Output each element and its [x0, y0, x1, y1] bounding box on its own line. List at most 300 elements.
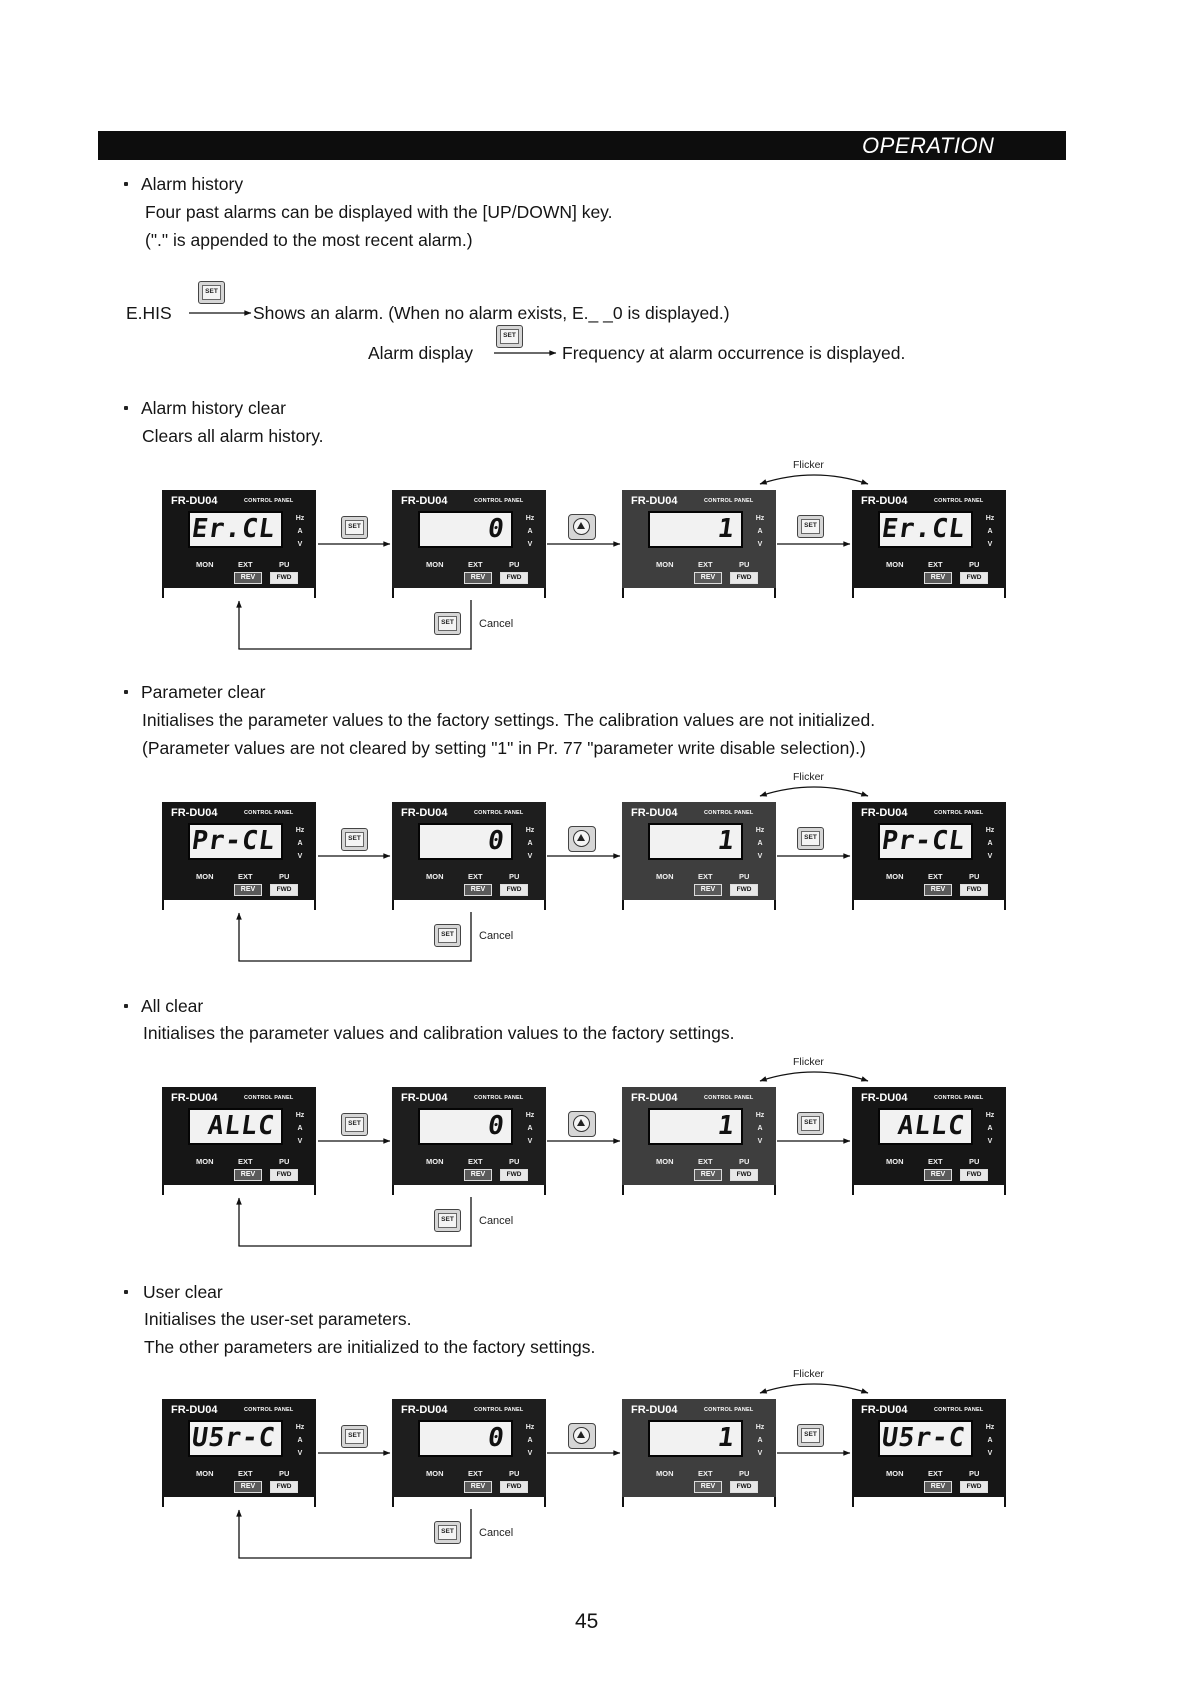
- mode-ext-label: EXT: [928, 560, 943, 569]
- mode-mon-label: MON: [656, 560, 674, 569]
- panel-stand: [162, 1497, 316, 1507]
- panel-model-label: FR-DU04: [631, 1092, 678, 1104]
- lcd-readout: U5r-C: [189, 1423, 278, 1453]
- mode-ext-label: EXT: [468, 1469, 483, 1478]
- alarm-history-clear-diagram: [0, 450, 1196, 655]
- fwd-key: FWD: [500, 572, 528, 584]
- set-key-label: SET: [801, 1428, 820, 1443]
- section-heading: All clear: [141, 996, 204, 1016]
- lcd-readout: 0: [486, 1111, 508, 1141]
- mode-pu-label: PU: [969, 1469, 980, 1478]
- panel-brand-label: CONTROL PANEL: [474, 1407, 524, 1413]
- unit-hz-indicator: Hz: [985, 515, 995, 522]
- unit-v-indicator: V: [527, 853, 533, 860]
- panel-body: [622, 802, 776, 900]
- unit-v-indicator: V: [757, 1450, 763, 1457]
- lcd-readout: 0: [486, 1423, 508, 1453]
- mode-mon-label: MON: [886, 1157, 904, 1166]
- unit-v-indicator: V: [757, 853, 763, 860]
- mode-pu-label: PU: [279, 560, 290, 569]
- set-key-label: SET: [345, 832, 364, 847]
- bullet: [124, 182, 128, 186]
- unit-hz-indicator: Hz: [525, 827, 535, 834]
- page-number: 45: [575, 1610, 599, 1633]
- operation-panel-1: [162, 802, 316, 910]
- up-key-circle: [573, 1115, 590, 1132]
- rev-key: REV: [234, 1481, 262, 1493]
- parameter-clear-diagram: [0, 762, 1196, 967]
- lcd-display: [648, 511, 743, 548]
- set-key-label: SET: [801, 1116, 820, 1131]
- up-triangle-icon: [577, 1431, 585, 1438]
- unit-v-indicator: V: [297, 1138, 303, 1145]
- lcd-display: [878, 823, 973, 860]
- set-key-icon: [434, 1521, 461, 1544]
- mode-pu-label: PU: [509, 1469, 520, 1478]
- fwd-key: FWD: [270, 884, 298, 896]
- flicker-label: Flicker: [793, 459, 824, 471]
- panel-model-label: FR-DU04: [401, 807, 448, 819]
- mode-pu-label: PU: [509, 872, 520, 881]
- panel-model-label: FR-DU04: [401, 1404, 448, 1416]
- rev-key: REV: [924, 1169, 952, 1181]
- mode-mon-label: MON: [426, 1469, 444, 1478]
- panel-stand: [392, 588, 546, 598]
- rev-key: REV: [694, 1169, 722, 1181]
- mode-ext-label: EXT: [238, 872, 253, 881]
- mode-ext-label: EXT: [928, 1469, 943, 1478]
- mode-ext-label: EXT: [468, 1157, 483, 1166]
- mode-pu-label: PU: [969, 1157, 980, 1166]
- alarm-display-label: Alarm display: [368, 343, 474, 363]
- set-key-label: SET: [202, 285, 221, 300]
- mode-pu-label: PU: [969, 872, 980, 881]
- panel-body: [622, 490, 776, 588]
- operation-panel-3: [622, 1399, 776, 1507]
- lcd-readout: Pr-CL: [189, 826, 278, 856]
- unit-v-indicator: V: [527, 541, 533, 548]
- panel-brand-label: CONTROL PANEL: [244, 1407, 294, 1413]
- unit-a-indicator: A: [757, 1125, 763, 1132]
- set-key-label: SET: [345, 520, 364, 535]
- panel-brand-label: CONTROL PANEL: [934, 1407, 984, 1413]
- panel-body: [622, 1399, 776, 1497]
- mode-mon-label: MON: [656, 1157, 674, 1166]
- set-key-icon: [434, 612, 461, 635]
- panel-stand: [622, 1497, 776, 1507]
- panel-stand: [852, 1185, 1006, 1195]
- lcd-readout: 1: [716, 514, 738, 544]
- alarm-display-result-text: Frequency at alarm occurrence is displayed.: [562, 343, 906, 363]
- lcd-readout: ALLC: [206, 1111, 278, 1141]
- unit-v-indicator: V: [987, 853, 993, 860]
- operation-panel-1: [162, 490, 316, 598]
- flicker-arrow: [760, 787, 868, 796]
- rev-key: REV: [234, 572, 262, 584]
- unit-v-indicator: V: [527, 1450, 533, 1457]
- fwd-key: FWD: [500, 1481, 528, 1493]
- panel-body: [392, 490, 546, 588]
- section-header-bar: [98, 131, 1066, 160]
- up-key-icon: [568, 514, 596, 540]
- operation-panel-4: [852, 1399, 1006, 1507]
- lcd-readout: Pr-CL: [879, 826, 968, 856]
- section-text: Clears all alarm history.: [142, 426, 324, 446]
- rev-key: REV: [924, 1481, 952, 1493]
- unit-v-indicator: V: [527, 1138, 533, 1145]
- mode-pu-label: PU: [739, 1157, 750, 1166]
- section-text: Initialises the parameter values and calibration values to the factory settings.: [143, 1023, 735, 1043]
- operation-panel-3: [622, 1087, 776, 1195]
- flicker-arrow: [760, 1072, 868, 1081]
- operation-panel-4: [852, 802, 1006, 910]
- panel-body: [392, 1087, 546, 1185]
- mode-pu-label: PU: [969, 560, 980, 569]
- flicker-arrow: [760, 475, 868, 484]
- unit-hz-indicator: Hz: [525, 1112, 535, 1119]
- rev-key: REV: [464, 572, 492, 584]
- mode-mon-label: MON: [196, 560, 214, 569]
- unit-hz-indicator: Hz: [755, 1424, 765, 1431]
- mode-pu-label: PU: [739, 560, 750, 569]
- section-heading: Parameter clear: [141, 682, 266, 702]
- mode-ext-label: EXT: [928, 1157, 943, 1166]
- panel-model-label: FR-DU04: [861, 1404, 908, 1416]
- mode-pu-label: PU: [509, 560, 520, 569]
- panel-brand-label: CONTROL PANEL: [934, 1095, 984, 1101]
- lcd-readout: 1: [716, 1111, 738, 1141]
- mode-ext-label: EXT: [698, 560, 713, 569]
- set-key-icon: [198, 281, 225, 304]
- fwd-key: FWD: [270, 1169, 298, 1181]
- rev-key: REV: [694, 1481, 722, 1493]
- lcd-readout: 0: [486, 514, 508, 544]
- operation-panel-1: [162, 1087, 316, 1195]
- bullet: [124, 1004, 128, 1008]
- bullet: [124, 406, 128, 410]
- section-text: The other parameters are initialized to the factory settings.: [144, 1337, 596, 1357]
- rev-key: REV: [694, 572, 722, 584]
- fwd-key: FWD: [500, 884, 528, 896]
- flicker-label: Flicker: [793, 1368, 824, 1380]
- mode-mon-label: MON: [656, 872, 674, 881]
- panel-brand-label: CONTROL PANEL: [244, 1095, 294, 1101]
- up-triangle-icon: [577, 1119, 585, 1126]
- set-key-label: SET: [438, 928, 457, 943]
- up-key-icon: [568, 1423, 596, 1449]
- mode-pu-label: PU: [739, 1469, 750, 1478]
- panel-model-label: FR-DU04: [171, 807, 218, 819]
- fwd-key: FWD: [500, 1169, 528, 1181]
- panel-stand: [392, 1185, 546, 1195]
- set-key-icon: [434, 1209, 461, 1232]
- header-title: OPERATION: [862, 133, 995, 158]
- alarm-display-arrow: [494, 345, 558, 361]
- lcd-display: [188, 823, 283, 860]
- fwd-key: FWD: [730, 884, 758, 896]
- mode-pu-label: PU: [279, 1469, 290, 1478]
- lcd-display: [188, 511, 283, 548]
- rev-key: REV: [464, 884, 492, 896]
- lcd-display: [648, 1108, 743, 1145]
- panel-brand-label: CONTROL PANEL: [704, 810, 754, 816]
- section-text: Four past alarms can be displayed with the [UP/DOWN] key.: [145, 202, 613, 222]
- up-key-icon: [568, 1111, 596, 1137]
- operation-panel-2: [392, 802, 546, 910]
- mode-ext-label: EXT: [928, 872, 943, 881]
- fwd-key: FWD: [960, 1481, 988, 1493]
- lcd-display: [188, 1420, 283, 1457]
- panel-body: [162, 802, 316, 900]
- unit-v-indicator: V: [757, 1138, 763, 1145]
- unit-a-indicator: A: [527, 1125, 533, 1132]
- unit-hz-indicator: Hz: [755, 1112, 765, 1119]
- panel-stand: [622, 588, 776, 598]
- fwd-key: FWD: [730, 1169, 758, 1181]
- mode-pu-label: PU: [509, 1157, 520, 1166]
- lcd-display: [878, 1108, 973, 1145]
- set-key-icon: [341, 828, 368, 851]
- user-clear-diagram: [0, 1359, 1196, 1564]
- lcd-readout: 0: [486, 826, 508, 856]
- operation-panel-3: [622, 802, 776, 910]
- panel-brand-label: CONTROL PANEL: [704, 1407, 754, 1413]
- fwd-key: FWD: [960, 1169, 988, 1181]
- unit-a-indicator: A: [757, 1437, 763, 1444]
- set-key-icon: [797, 827, 824, 850]
- ehis-result-text: Shows an alarm. (When no alarm exists, E._ _0 is displayed.): [253, 303, 730, 323]
- panel-body: [162, 490, 316, 588]
- panel-body: [162, 1087, 316, 1185]
- set-key-label: SET: [438, 1525, 457, 1540]
- unit-a-indicator: A: [527, 1437, 533, 1444]
- panel-brand-label: CONTROL PANEL: [934, 810, 984, 816]
- panel-brand-label: CONTROL PANEL: [474, 1095, 524, 1101]
- mode-mon-label: MON: [426, 872, 444, 881]
- unit-a-indicator: A: [527, 840, 533, 847]
- panel-model-label: FR-DU04: [401, 495, 448, 507]
- section-text: (Parameter values are not cleared by setting "1" in Pr. 77 "parameter write disable selection).): [142, 738, 866, 758]
- mode-ext-label: EXT: [468, 872, 483, 881]
- lcd-readout: ALLC: [896, 1111, 968, 1141]
- rev-key: REV: [924, 884, 952, 896]
- fwd-key: FWD: [960, 572, 988, 584]
- set-key-icon: [341, 516, 368, 539]
- up-key-circle: [573, 1427, 590, 1444]
- unit-v-indicator: V: [757, 541, 763, 548]
- panel-stand: [852, 588, 1006, 598]
- rev-key: REV: [234, 1169, 262, 1181]
- panel-model-label: FR-DU04: [631, 495, 678, 507]
- up-triangle-icon: [577, 522, 585, 529]
- panel-model-label: FR-DU04: [861, 495, 908, 507]
- unit-a-indicator: A: [757, 840, 763, 847]
- mode-ext-label: EXT: [238, 560, 253, 569]
- mode-ext-label: EXT: [698, 1157, 713, 1166]
- panel-body: [852, 1087, 1006, 1185]
- panel-stand: [852, 1497, 1006, 1507]
- panel-stand: [392, 1497, 546, 1507]
- panel-brand-label: CONTROL PANEL: [474, 810, 524, 816]
- set-key-icon: [434, 924, 461, 947]
- mode-mon-label: MON: [196, 1469, 214, 1478]
- flicker-label: Flicker: [793, 771, 824, 783]
- section-heading: User clear: [143, 1282, 223, 1302]
- mode-ext-label: EXT: [238, 1157, 253, 1166]
- unit-hz-indicator: Hz: [985, 1424, 995, 1431]
- panel-stand: [852, 900, 1006, 910]
- unit-hz-indicator: Hz: [295, 1112, 305, 1119]
- set-key-icon: [341, 1113, 368, 1136]
- panel-brand-label: CONTROL PANEL: [474, 498, 524, 504]
- mode-mon-label: MON: [886, 872, 904, 881]
- lcd-display: [648, 1420, 743, 1457]
- unit-a-indicator: A: [987, 528, 993, 535]
- cancel-label: Cancel: [479, 1215, 514, 1227]
- fwd-key: FWD: [730, 1481, 758, 1493]
- panel-body: [162, 1399, 316, 1497]
- unit-v-indicator: V: [987, 1138, 993, 1145]
- panel-stand: [392, 900, 546, 910]
- set-key-label: SET: [801, 519, 820, 534]
- set-key-icon: [797, 1424, 824, 1447]
- panel-stand: [622, 900, 776, 910]
- unit-hz-indicator: Hz: [295, 515, 305, 522]
- operation-panel-1: [162, 1399, 316, 1507]
- set-key-icon: [341, 1425, 368, 1448]
- mode-pu-label: PU: [279, 1157, 290, 1166]
- set-key-label: SET: [345, 1117, 364, 1132]
- fwd-key: FWD: [960, 884, 988, 896]
- panel-body: [852, 1399, 1006, 1497]
- section-text: Initialises the parameter values to the factory settings. The calibration values are not initialized.: [142, 710, 876, 730]
- panel-body: [852, 802, 1006, 900]
- ehis-label: E.HIS: [126, 303, 172, 323]
- unit-a-indicator: A: [987, 1125, 993, 1132]
- flicker-arrow: [760, 1384, 868, 1393]
- unit-hz-indicator: Hz: [295, 1424, 305, 1431]
- unit-hz-indicator: Hz: [525, 1424, 535, 1431]
- section-heading: Alarm history: [141, 174, 244, 194]
- unit-hz-indicator: Hz: [755, 827, 765, 834]
- mode-mon-label: MON: [426, 1157, 444, 1166]
- fwd-key: FWD: [270, 1481, 298, 1493]
- panel-body: [852, 490, 1006, 588]
- operation-panel-4: [852, 490, 1006, 598]
- lcd-display: [418, 1420, 513, 1457]
- flicker-label: Flicker: [793, 1056, 824, 1068]
- panel-body: [392, 1399, 546, 1497]
- unit-hz-indicator: Hz: [525, 515, 535, 522]
- panel-body: [622, 1087, 776, 1185]
- mode-ext-label: EXT: [468, 560, 483, 569]
- all-clear-diagram: [0, 1047, 1196, 1252]
- panel-brand-label: CONTROL PANEL: [244, 810, 294, 816]
- lcd-display: [878, 511, 973, 548]
- panel-model-label: FR-DU04: [861, 1092, 908, 1104]
- mode-ext-label: EXT: [698, 872, 713, 881]
- set-key-label: SET: [438, 616, 457, 631]
- panel-stand: [162, 588, 316, 598]
- rev-key: REV: [464, 1169, 492, 1181]
- operation-panel-2: [392, 490, 546, 598]
- lcd-display: [188, 1108, 283, 1145]
- unit-v-indicator: V: [297, 1450, 303, 1457]
- unit-v-indicator: V: [297, 853, 303, 860]
- unit-a-indicator: A: [987, 1437, 993, 1444]
- lcd-readout: Er.CL: [189, 514, 278, 544]
- panel-body: [392, 802, 546, 900]
- lcd-display: [878, 1420, 973, 1457]
- lcd-readout: U5r-C: [879, 1423, 968, 1453]
- bullet: [124, 690, 128, 694]
- unit-a-indicator: A: [757, 528, 763, 535]
- rev-key: REV: [464, 1481, 492, 1493]
- unit-a-indicator: A: [987, 840, 993, 847]
- unit-v-indicator: V: [987, 541, 993, 548]
- mode-mon-label: MON: [886, 1469, 904, 1478]
- panel-stand: [162, 900, 316, 910]
- panel-model-label: FR-DU04: [171, 1404, 218, 1416]
- fwd-key: FWD: [270, 572, 298, 584]
- lcd-display: [418, 1108, 513, 1145]
- rev-key: REV: [694, 884, 722, 896]
- set-key-label: SET: [345, 1429, 364, 1444]
- unit-hz-indicator: Hz: [985, 827, 995, 834]
- panel-model-label: FR-DU04: [631, 807, 678, 819]
- unit-hz-indicator: Hz: [985, 1112, 995, 1119]
- up-key-circle: [573, 518, 590, 535]
- rev-key: REV: [924, 572, 952, 584]
- up-key-circle: [573, 830, 590, 847]
- up-key-icon: [568, 826, 596, 852]
- unit-v-indicator: V: [987, 1450, 993, 1457]
- mode-ext-label: EXT: [238, 1469, 253, 1478]
- unit-hz-indicator: Hz: [755, 515, 765, 522]
- operation-panel-2: [392, 1399, 546, 1507]
- lcd-readout: 1: [716, 1423, 738, 1453]
- mode-mon-label: MON: [196, 1157, 214, 1166]
- set-key-label: SET: [801, 831, 820, 846]
- mode-mon-label: MON: [196, 872, 214, 881]
- lcd-readout: Er.CL: [879, 514, 968, 544]
- set-key-label: SET: [500, 329, 519, 344]
- panel-model-label: FR-DU04: [171, 495, 218, 507]
- mode-mon-label: MON: [886, 560, 904, 569]
- ehis-arrow: [189, 305, 253, 321]
- panel-model-label: FR-DU04: [631, 1404, 678, 1416]
- mode-pu-label: PU: [739, 872, 750, 881]
- up-triangle-icon: [577, 834, 585, 841]
- panel-brand-label: CONTROL PANEL: [704, 1095, 754, 1101]
- section-text: Initialises the user-set parameters.: [144, 1309, 412, 1329]
- section-text: ("." is appended to the most recent alarm.): [145, 230, 473, 250]
- lcd-display: [418, 511, 513, 548]
- lcd-display: [418, 823, 513, 860]
- set-key-label: SET: [438, 1213, 457, 1228]
- unit-a-indicator: A: [297, 1125, 303, 1132]
- panel-stand: [162, 1185, 316, 1195]
- unit-a-indicator: A: [297, 840, 303, 847]
- mode-mon-label: MON: [426, 560, 444, 569]
- set-key-icon: [797, 1112, 824, 1135]
- cancel-label: Cancel: [479, 930, 514, 942]
- unit-a-indicator: A: [297, 528, 303, 535]
- cancel-label: Cancel: [479, 1527, 514, 1539]
- panel-brand-label: CONTROL PANEL: [934, 498, 984, 504]
- unit-v-indicator: V: [297, 541, 303, 548]
- panel-stand: [622, 1185, 776, 1195]
